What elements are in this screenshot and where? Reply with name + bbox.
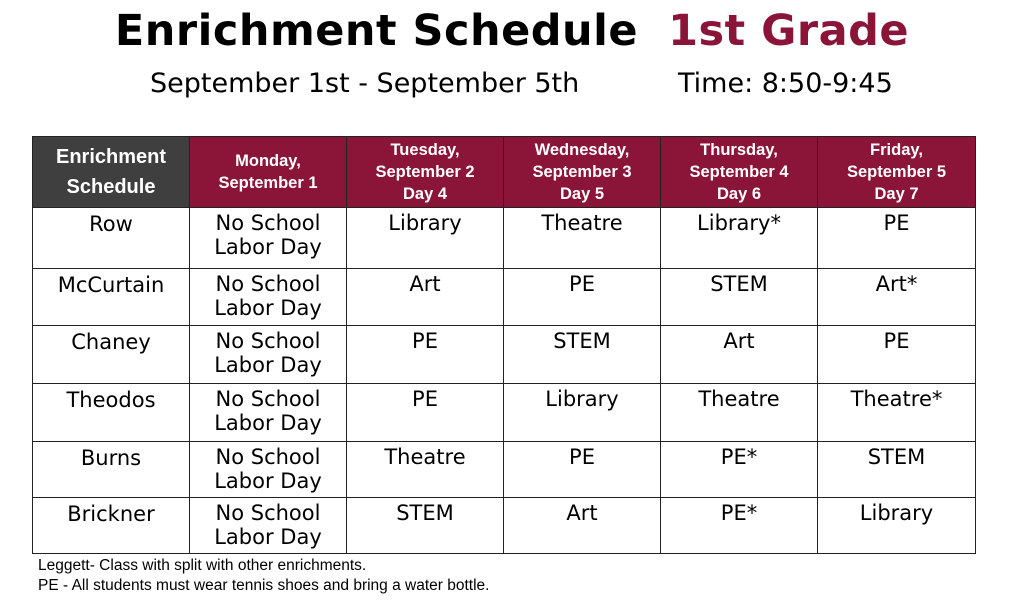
monday-cell bbox=[190, 384, 347, 442]
monday-cell bbox=[190, 269, 347, 326]
teacher-cell: Chaney bbox=[33, 326, 190, 384]
day-header-tuesday bbox=[347, 137, 504, 208]
thursday-cell: Library* bbox=[661, 208, 818, 269]
table-row bbox=[33, 208, 976, 269]
footnote-pe: PE - All students must wear tennis shoes and bring a water bottle. bbox=[38, 577, 490, 594]
day-line: Friday, bbox=[870, 141, 923, 159]
cell-line: No School bbox=[215, 211, 321, 235]
cell-line: Labor Day bbox=[214, 296, 322, 320]
day-line: September 4 bbox=[689, 163, 789, 181]
tuesday-cell: Theatre bbox=[347, 442, 504, 498]
teacher-cell: Theodos bbox=[33, 384, 190, 442]
cell-line: No School bbox=[215, 501, 321, 525]
title-text: Enrichment Schedule bbox=[114, 6, 639, 56]
friday-cell: Art* bbox=[818, 269, 976, 326]
thursday-cell: Art bbox=[661, 326, 818, 384]
wednesday-cell: STEM bbox=[504, 326, 661, 384]
thursday-cell: PE* bbox=[661, 498, 818, 554]
schedule-table bbox=[32, 136, 976, 554]
monday-cell bbox=[190, 208, 347, 269]
cell-line: No School bbox=[215, 445, 321, 469]
table-row bbox=[33, 269, 976, 326]
day-line: Day 5 bbox=[559, 185, 605, 203]
day-line: September 3 bbox=[532, 163, 632, 181]
teacher-cell: Burns bbox=[33, 442, 190, 498]
page-title bbox=[0, 6, 1024, 56]
friday-cell: Library bbox=[818, 498, 976, 554]
teacher-cell: Row bbox=[33, 208, 190, 269]
day-header-friday bbox=[818, 137, 976, 208]
friday-cell: PE bbox=[818, 326, 976, 384]
day-line: September 5 bbox=[846, 163, 947, 181]
table-row bbox=[33, 326, 976, 384]
day-line: Thursday, bbox=[700, 141, 778, 159]
corner-header bbox=[33, 137, 190, 208]
day-line: Wednesday, bbox=[534, 141, 630, 159]
cell-line: Labor Day bbox=[214, 235, 322, 259]
day-line: September 2 bbox=[375, 163, 475, 181]
day-line: Monday, bbox=[235, 152, 301, 170]
table-row bbox=[33, 442, 976, 498]
table-row bbox=[33, 498, 976, 554]
tuesday-cell: PE bbox=[347, 384, 504, 442]
day-header-monday bbox=[190, 137, 347, 208]
monday-cell bbox=[190, 498, 347, 554]
teacher-cell: Brickner bbox=[33, 498, 190, 554]
cell-line: Labor Day bbox=[214, 469, 322, 493]
cell-line: Labor Day bbox=[214, 525, 322, 549]
cell-line: Labor Day bbox=[214, 411, 322, 435]
tuesday-cell: STEM bbox=[347, 498, 504, 554]
wednesday-cell: Library bbox=[504, 384, 661, 442]
wednesday-cell: PE bbox=[504, 269, 661, 326]
day-line: Tuesday, bbox=[390, 141, 460, 159]
wednesday-cell: Art bbox=[504, 498, 661, 554]
cell-line: No School bbox=[215, 329, 321, 353]
friday-cell: Theatre* bbox=[818, 384, 976, 442]
footnote-leggett: Leggett- Class with split with other enrichments. bbox=[38, 557, 367, 574]
friday-cell: PE bbox=[818, 208, 976, 269]
day-line: Day 7 bbox=[874, 185, 919, 203]
tuesday-cell: Art bbox=[347, 269, 504, 326]
wednesday-cell: Theatre bbox=[504, 208, 661, 269]
thursday-cell: Theatre bbox=[661, 384, 818, 442]
cell-line: Labor Day bbox=[214, 353, 322, 377]
teacher-cell: McCurtain bbox=[33, 269, 190, 326]
time-range: Time: 8:50-9:45 bbox=[678, 68, 893, 99]
header-row bbox=[33, 137, 976, 208]
tuesday-cell: PE bbox=[347, 326, 504, 384]
thursday-cell: PE* bbox=[661, 442, 818, 498]
day-line: Day 4 bbox=[402, 185, 448, 203]
day-header-thursday bbox=[661, 137, 818, 208]
friday-cell: STEM bbox=[818, 442, 976, 498]
footnotes bbox=[38, 556, 489, 596]
wednesday-cell: PE bbox=[504, 442, 661, 498]
tuesday-cell: Library bbox=[347, 208, 504, 269]
corner-line: Schedule bbox=[66, 176, 156, 198]
date-range: September 1st - September 5th bbox=[150, 68, 580, 99]
cell-line: No School bbox=[215, 272, 321, 296]
thursday-cell: STEM bbox=[661, 269, 818, 326]
monday-cell bbox=[190, 326, 347, 384]
table-row bbox=[33, 384, 976, 442]
grade-label: 1st Grade bbox=[668, 6, 910, 56]
cell-line: No School bbox=[215, 387, 321, 411]
corner-line: Enrichment bbox=[55, 146, 167, 168]
day-line: Day 6 bbox=[716, 185, 762, 203]
day-line: September 1 bbox=[218, 174, 318, 192]
day-header-wednesday bbox=[504, 137, 661, 208]
monday-cell bbox=[190, 442, 347, 498]
